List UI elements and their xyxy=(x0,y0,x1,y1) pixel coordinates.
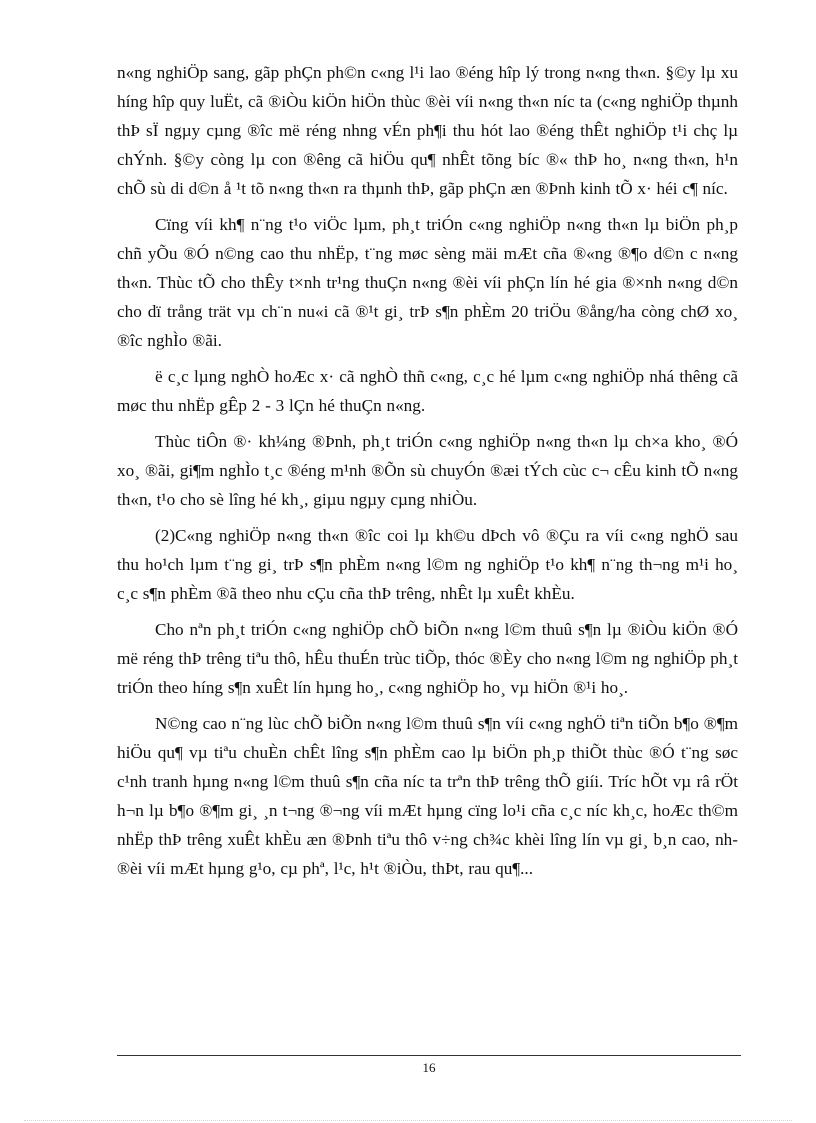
paragraph-5: (2)C«ng nghiÖp n«ng th«n ®îc coi lµ kh©u dÞch vô ®Çu ra víi c«ng nghÖ sau thu ho¹ch lµm t¨ng gi¸ trÞ s¶n phÈm n«ng l©m ng nghiÖp t¹o kh¶ n¨ng th¬ng m¹i ho¸ c¸c s¶n phÈm ®ã theo nhu cÇu cña thÞ trêng, nhÊt lµ xuÊt khÈu. xyxy=(117,526,738,603)
document-body xyxy=(117,58,738,890)
paragraph-4: Thùc tiÔn ®· kh¼ng ®Þnh, ph¸t triÓn c«ng nghiÖp n«ng th«n lµ ch×a kho¸ ®Ó xo¸ ®ãi, gi¶m nghÌo t¸c ®éng m¹nh ®Õn sù chuyÓn ®æi tÝch cùc c¬ cÊu kinh tÕ n«ng th«n, t¹o cho sè lîng hé kh¸, giµu ngµy cµng nhiÒu. xyxy=(117,432,738,509)
paragraph-6: Cho nªn ph¸t triÓn c«ng nghiÖp chÕ biÕn n«ng l©m thuû s¶n lµ ®iÒu kiÖn ®Ó më réng thÞ trêng tiªu thô, hÊu thuÉn trùc tiÕp, thóc ®Èy cho n«ng l©m ng nghiÖp ph¸t triÓn theo híng s¶n xuÊt lín hµng ho¸, c«ng nghiÖp ho¸ vµ hiÖn ®¹i ho¸. xyxy=(117,620,738,697)
paragraph-3: ë c¸c lµng nghÒ hoÆc x· cã nghÒ thñ c«ng, c¸c hé lµm c«ng nghiÖp nhá thêng cã møc thu nhËp gÊp 2 - 3 lÇn hé thuÇn n«ng. xyxy=(117,367,738,415)
paragraph-1: n«ng nghiÖp sang, gãp phÇn ph©n c«ng l¹i lao ®éng hîp lý trong n«ng th«n. §©y lµ xu híng hîp quy luËt, cã ®iÒu kiÖn hiÖn thùc ®èi víi n«ng th«n níc ta (c«ng nghiÖp thµnh thÞ sÏ ngµy cµng ®îc më réng nhng vÉn ph¶i thu hót lao ®éng thÊt nghiÖp t¹i chç lµ chÝnh. §©y còng lµ con ®êng cã hiÖu qu¶ nhÊt tõng bíc ®« thÞ ho¸ n«ng th«n, h¹n chÕ sù di d©n å ¹t tõ n«ng th«n ra thµnh thÞ, gãp phÇn æn ®Þnh kinh tÕ x· héi c¶ níc. xyxy=(117,63,738,198)
paragraph-2: Cïng víi kh¶ n¨ng t¹o viÖc lµm, ph¸t triÓn c«ng nghiÖp n«ng th«n lµ biÖn ph¸p chñ yÕu ®Ó n©ng cao thu nhËp, t¨ng møc sèng mäi mÆt cña ®«ng ®¶o d©n c n«ng th«n. Thùc tÕ cho thÊy t×nh tr¹ng thuÇn n«ng ®èi víi phÇn lín hé gia ®×nh n«ng d©n cho dï trång trät vµ ch¨n nu«i cã ®¹t gi¸ trÞ s¶n phÈm 20 triÖu ®ång/ha còng chØ xo¸ ®îc nghÌo ®ãi. xyxy=(117,215,738,350)
page-number: 16 xyxy=(422,1060,436,1075)
page-bottom-edge xyxy=(24,1120,792,1121)
footer-divider xyxy=(117,1055,741,1056)
paragraph-7: N©ng cao n¨ng lùc chÕ biÕn n«ng l©m thuû s¶n víi c«ng nghÖ tiªn tiÕn b¶o ®¶m hiÖu qu¶ vµ tiªu chuÈn chÊt lîng s¶n phÈm cao lµ biÖn ph¸p thiÕt thùc ®Ó t¨ng søc c¹nh tranh hµng n«ng l©m thuû s¶n cña níc ta trªn thÞ trêng thÕ giíi. Tríc hÕt vµ râ rÖt h¬n lµ b¶o ®¶m gi¸ ¸n t¬ng ®¬ng víi mÆt hµng cïng lo¹i cña c¸c níc kh¸c, hoÆc th©m nhËp thÞ trêng xuÊt khÈu æn ®Þnh tiªu thô v÷ng ch¾c khèi lîng lín vµ gi¸ b¸n cao, nh ®èi víi mÆt hµng g¹o, cµ phª, l¹c, h¹t ®iÒu, thÞt, rau qu¶... xyxy=(117,714,738,878)
